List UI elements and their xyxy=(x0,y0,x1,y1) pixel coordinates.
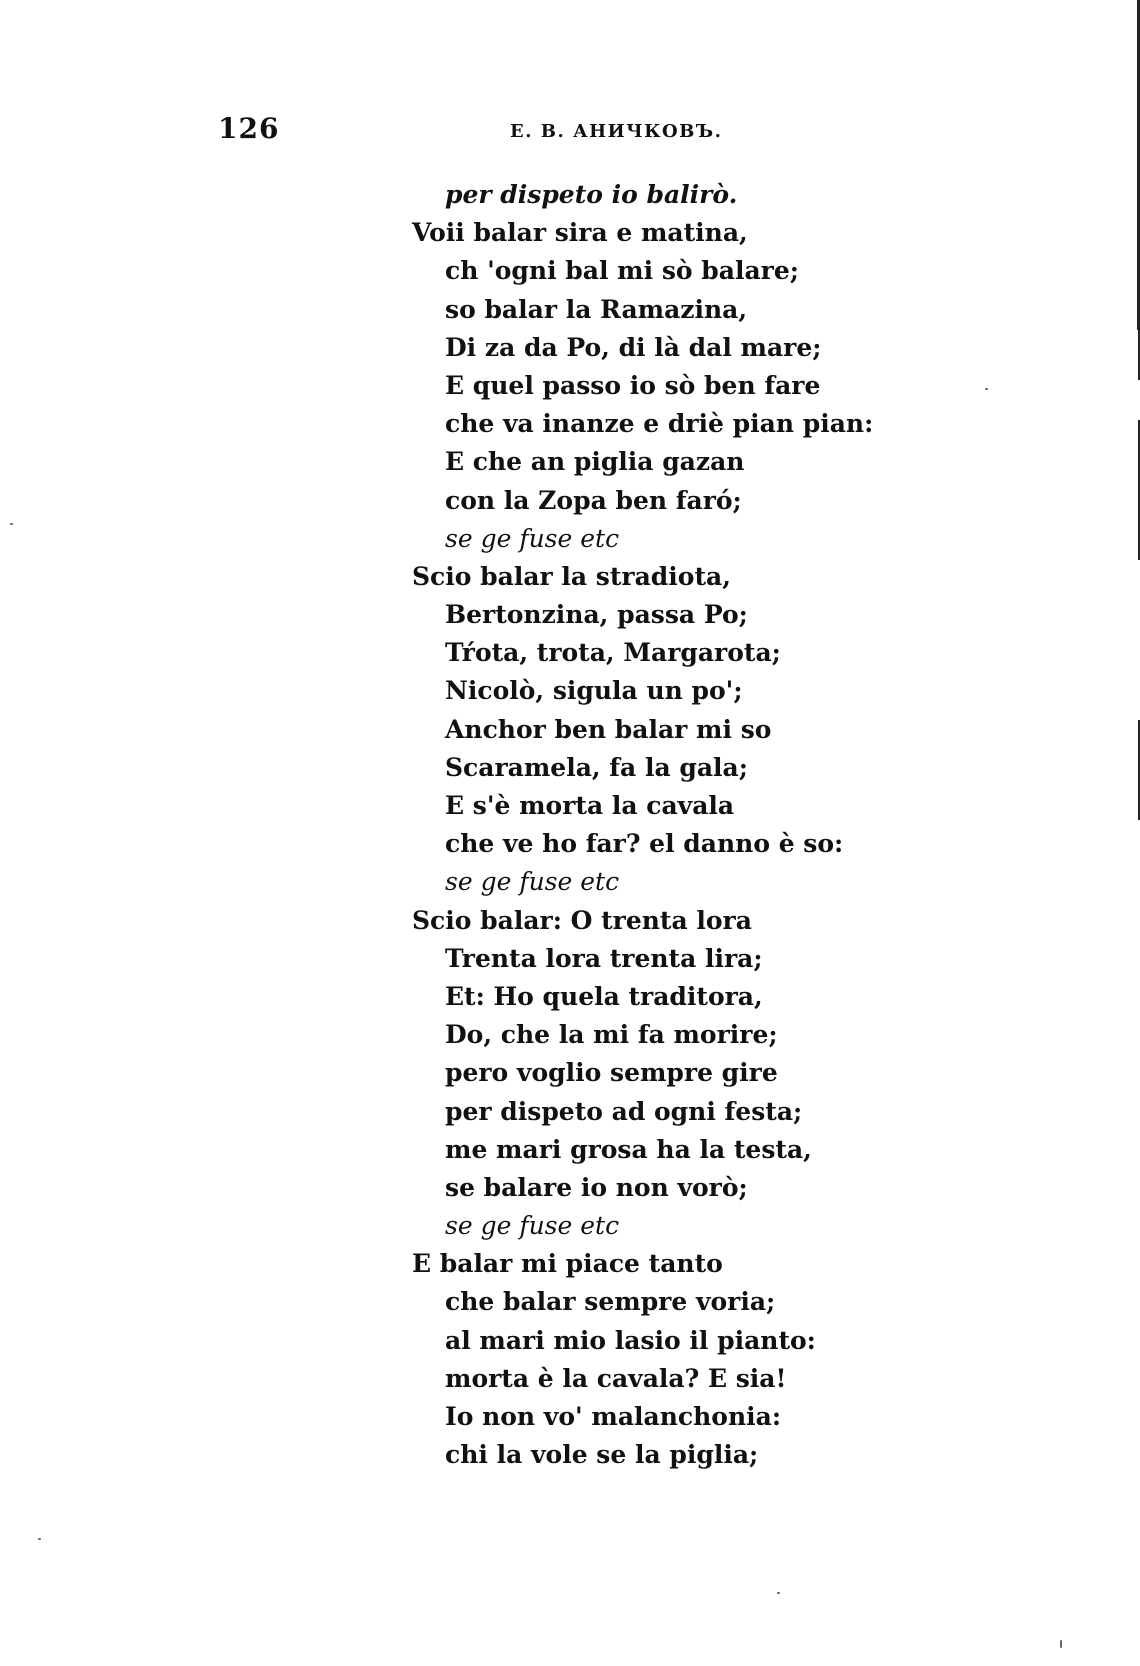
poem-line: se balare io non vorò; xyxy=(445,1172,748,1202)
poem-line: Di za da Po, di là dal mare; xyxy=(445,332,822,362)
poem-line: Do, che la mi fa morire; xyxy=(445,1020,778,1050)
poem-line: Scaramela, fa la gala; xyxy=(445,752,748,782)
poem-line: che ve ho far? el danno è so: xyxy=(445,829,844,859)
poem-line: E quel passo io sò ben fare xyxy=(445,370,821,400)
poem-line: morta è la cavala? E sia! xyxy=(445,1363,787,1393)
poem-line: me mari grosa ha la testa, xyxy=(445,1134,812,1164)
poem-line: Et: Ho quela traditora, xyxy=(445,981,763,1011)
poem-line: Scio balar: O trenta lora xyxy=(412,905,752,935)
scan-speck xyxy=(985,388,988,390)
scan-speck xyxy=(1060,1640,1062,1648)
poem-line: E s'è morta la cavala xyxy=(445,791,735,820)
poem-line: pero voglio sempre gire xyxy=(445,1058,778,1088)
poem-line: con la Zopa ben faró; xyxy=(445,485,742,515)
poem-line: al mari mio lasio il pianto: xyxy=(445,1325,816,1355)
poem-line: se ge fuse etc xyxy=(445,523,620,553)
poem-line: E balar mi piace tanto xyxy=(412,1249,723,1279)
poem-line: che va inanze e driè pian pian: xyxy=(445,409,874,439)
poem-line: Tŕota, trota, Margarota; xyxy=(445,638,781,668)
poem-line: ch 'ogni bal mi sò balare; xyxy=(445,256,799,286)
poem-line: E che an piglia gazan xyxy=(445,447,745,477)
poem-line: Voii balar sira e matina, xyxy=(412,218,748,248)
poem-line: Trenta lora trenta lira; xyxy=(445,943,763,973)
scan-speck xyxy=(38,1538,41,1540)
poem-line: Bertonzina, passa Po; xyxy=(445,600,748,630)
poem-line: per dispeto ad ogni festa; xyxy=(445,1096,803,1126)
running-head: Е. В. АНИЧКОВЪ. xyxy=(510,121,723,142)
poem-line: se ge fuse etc xyxy=(445,1211,620,1241)
poem-text xyxy=(412,176,873,1474)
poem-line: se ge fuse etc xyxy=(445,867,620,897)
poem-line: che balar sempre voria; xyxy=(445,1287,776,1317)
poem-line: Scio balar la stradiota, xyxy=(412,561,731,591)
poem-line: Nicolò, sigula un po'; xyxy=(445,676,743,706)
poem-line: per dispeto io balirò. xyxy=(445,180,738,209)
scan-speck xyxy=(10,523,13,525)
poem-line: Anchor ben balar mi so xyxy=(445,714,772,744)
poem-line: so balar la Ramazina, xyxy=(445,294,748,324)
scan-speck xyxy=(777,1592,780,1594)
poem-line: chi la vole se la piglia; xyxy=(445,1440,759,1470)
page-number: 126 xyxy=(218,112,280,145)
poem-line: Io non vo' malanchonia: xyxy=(445,1402,782,1431)
